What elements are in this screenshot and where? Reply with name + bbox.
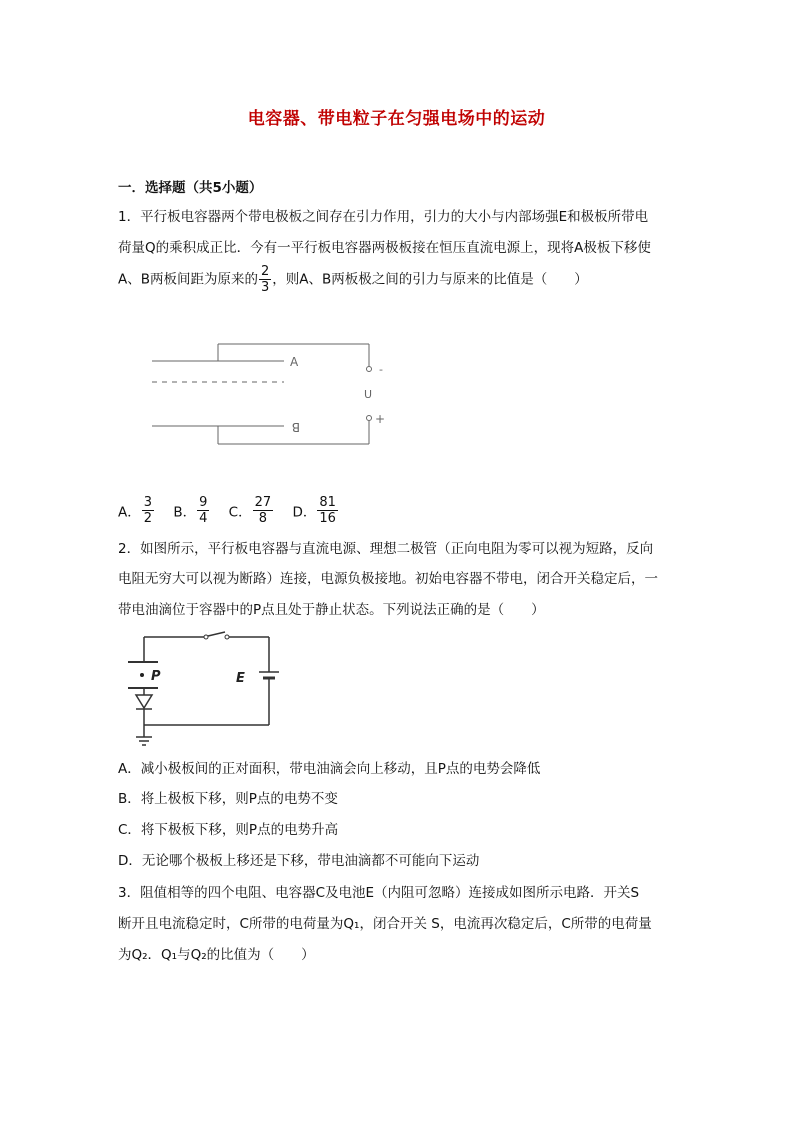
q2-circuit-figure [118, 628, 288, 752]
option-den: 2 [143, 511, 153, 526]
label-a: A [290, 355, 299, 369]
option-label: C． [228, 504, 252, 521]
option-num: 3 [143, 495, 153, 510]
q2-line-3: 带电油滴位于容器中的P点且处于静止状态。下列说法正确的是（ ） [118, 602, 545, 618]
q2-option-b: B．将上极板下移，则P点的电势不变 [118, 791, 338, 807]
option-den: 4 [199, 511, 208, 526]
option-label: D． [292, 504, 317, 521]
label-minus: - [379, 363, 383, 376]
page-title: 电容器、带电粒子在匀强电场中的运动 [247, 109, 546, 129]
q1-line-3-pre: A、B两板间距为原来的 [118, 271, 258, 288]
label-plus: + [375, 412, 386, 426]
q2-option-c: C．将下极板下移，则P点的电势升高 [118, 822, 339, 838]
q1-fraction-num: 2 [261, 264, 270, 279]
option-num: 9 [199, 495, 208, 510]
option-den: 16 [319, 511, 336, 526]
option-num: 27 [254, 495, 272, 510]
q2-line-1: 2．如图所示，平行板电容器与直流电源、理想二极管（正向电阻为零可以视为短路，反向 [118, 541, 654, 557]
q1-line-3 [118, 264, 588, 295]
label-e: E [236, 671, 245, 686]
q1-option-a [118, 495, 155, 526]
label-u: U [364, 388, 373, 401]
q1-fraction-den: 3 [261, 280, 270, 295]
label-p: P [151, 669, 161, 684]
option-label: A． [118, 504, 141, 521]
q3-line-1: 3．阻值相等的四个电阻、电容器C及电池E（内阻可忽略）连接成如图所示电路．开关S [118, 885, 640, 901]
option-den: 8 [258, 511, 268, 526]
q1-fraction [259, 264, 271, 295]
q1-line-2: 荷量Q的乘积成正比．今有一平行板电容器两极板接在恒压直流电源上，现将A极板下移使 [118, 240, 651, 256]
q2-line-2: 电阻无穷大可以视为断路）连接，电源负极接地。初始电容器不带电，闭合开关稳定后，一 [118, 571, 658, 587]
label-b: B [291, 420, 300, 434]
q1-option-b [173, 495, 210, 526]
q1-option-d [292, 495, 338, 526]
q3-line-3: 为Q₂．Q₁与Q₂的比值为（ ） [118, 947, 315, 963]
option-num: 81 [319, 495, 336, 510]
section-heading: 一．选择题（共5小题） [118, 180, 263, 196]
q1-line-3-post: ，则A、B两板极之间的引力与原来的比值是（ ） [272, 271, 588, 288]
q1-capacitor-figure [140, 330, 400, 450]
q2-option-d: D．无论哪个极板上移还是下移，带电油滴都不可能向下运动 [118, 853, 480, 869]
q1-option-c [229, 495, 274, 526]
option-label: B． [173, 504, 197, 521]
q3-line-2: 断开且电流稳定时，C所带的电荷量为Q₁，闭合开关 S，电流再次稳定后，C所带的电荷量 [118, 916, 652, 932]
q1-options [118, 495, 353, 526]
q2-option-a: A．减小极板间的正对面积，带电油滴会向上移动，且P点的电势会降低 [118, 761, 541, 777]
q1-line-1: 1．平行板电容器两个带电极板之间存在引力作用，引力的大小与内部场强E和极板所带电 [118, 209, 649, 225]
